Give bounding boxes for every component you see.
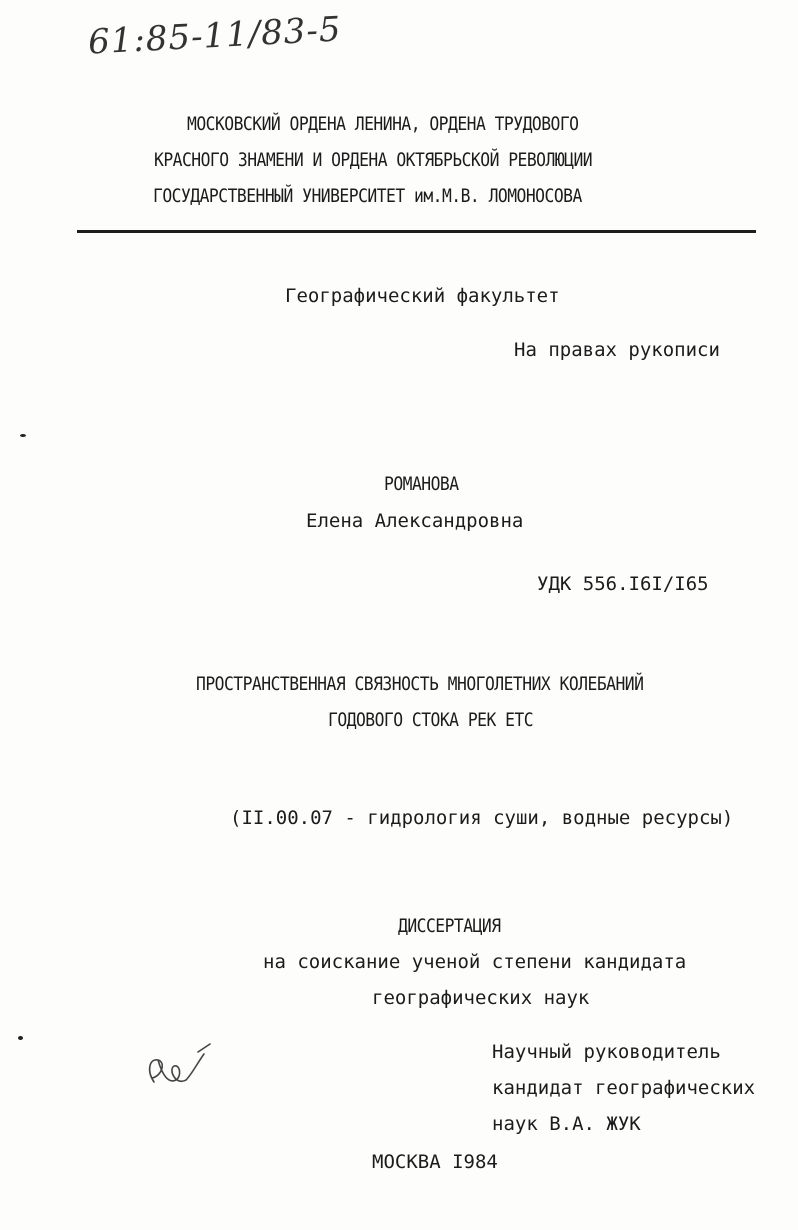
scan-mark-1 xyxy=(20,434,26,437)
institution-header-line-2: КРАСНОГО ЗНАМЕНИ И ОРДЕНА ОКТЯБРЬСКОЙ РЕВОЛЮЦИИ xyxy=(154,149,593,171)
city-and-year: МОСКВА I984 xyxy=(372,1151,498,1173)
degree-line-2: географических наук xyxy=(372,987,590,1009)
author-given-names: Елена Александровна xyxy=(306,510,524,532)
handwritten-catalog-number: 61:85-11/83-5 xyxy=(87,9,343,63)
specialty-code: (II.00.07 - гидрология суши, водные ресурсы) xyxy=(230,807,734,829)
supervisor-line-3: наук В.А. ЖУК xyxy=(492,1113,641,1135)
supervisor-line-1: Научный руководитель xyxy=(492,1041,721,1063)
degree-line-1: на соискание ученой степени кандидата xyxy=(263,951,687,973)
supervisor-line-2: кандидат географических xyxy=(492,1077,756,1099)
dissertation-title-line-1: ПРОСТРАНСТВЕННАЯ СВЯЗНОСТЬ МНОГОЛЕТНИХ КОЛЕБАНИЙ xyxy=(196,673,644,695)
institution-header-line-3: ГОСУДАРСТВЕННЫЙ УНИВЕРСИТЕТ им.М.В. ЛОМОНОСОВА xyxy=(153,185,582,207)
author-surname: РОМАНОВА xyxy=(384,473,459,495)
header-divider xyxy=(77,230,756,233)
dissertation-title-line-2: ГОДОВОГО СТОКА РЕК ЕТС xyxy=(328,709,534,731)
udc-code: УДК 556.I6I/I65 xyxy=(537,573,709,595)
handwritten-signature xyxy=(140,1040,220,1100)
scan-mark-2 xyxy=(18,1036,23,1040)
institution-header-line-1: МОСКОВСКИЙ ОРДЕНА ЛЕНИНА, ОРДЕНА ТРУДОВОГО xyxy=(187,113,579,135)
degree-type: ДИССЕРТАЦИЯ xyxy=(398,915,501,937)
faculty-name: Географический факультет xyxy=(285,285,560,307)
manuscript-rights: На правах рукописи xyxy=(514,339,720,361)
